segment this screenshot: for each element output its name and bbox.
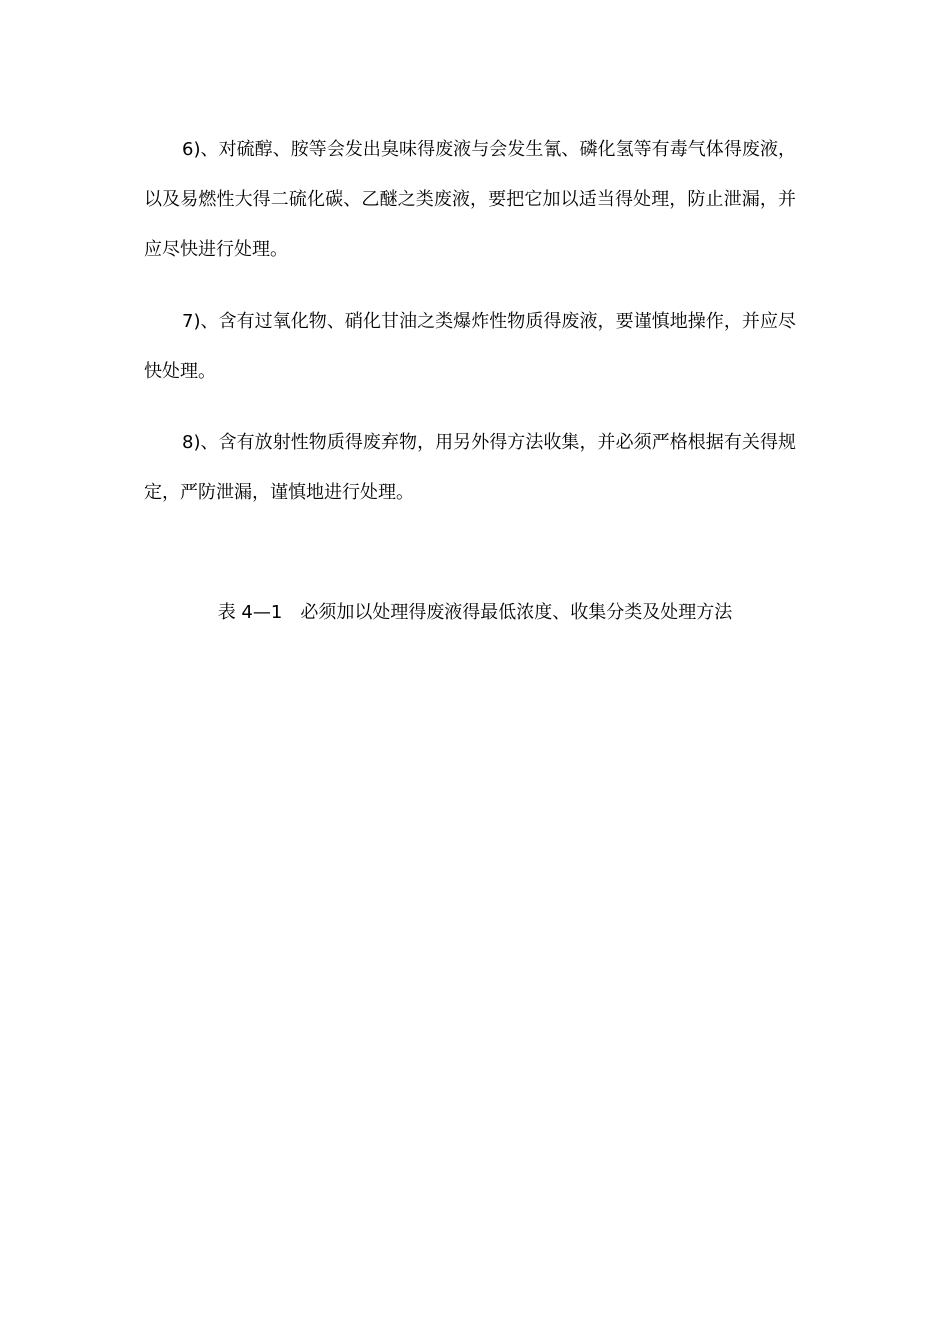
paragraph-item-8: 8)、含有放射性物质得废弃物，用另外得方法收集，并必须严格根据有关得规定，严防泄漏，谨慎地进行处理。 — [144, 432, 796, 503]
table-caption: 表 4—1 必须加以处理得废液得最低浓度、收集分类及处理方法 — [217, 602, 733, 623]
paragraph-item-6: 6)、对硫醇、胺等会发出臭味得废液与会发生氰、磷化氢等有毒气体得废液，以及易燃性大得二硫化碳、乙醚之类废液，要把它加以适当得处理，防止泄漏，并应尽快进行处理。 — [144, 139, 796, 260]
paragraph-item-7: 7)、含有过氧化物、硝化甘油之类爆炸性物质得废液，要谨慎地操作，并应尽快处理。 — [144, 311, 796, 382]
